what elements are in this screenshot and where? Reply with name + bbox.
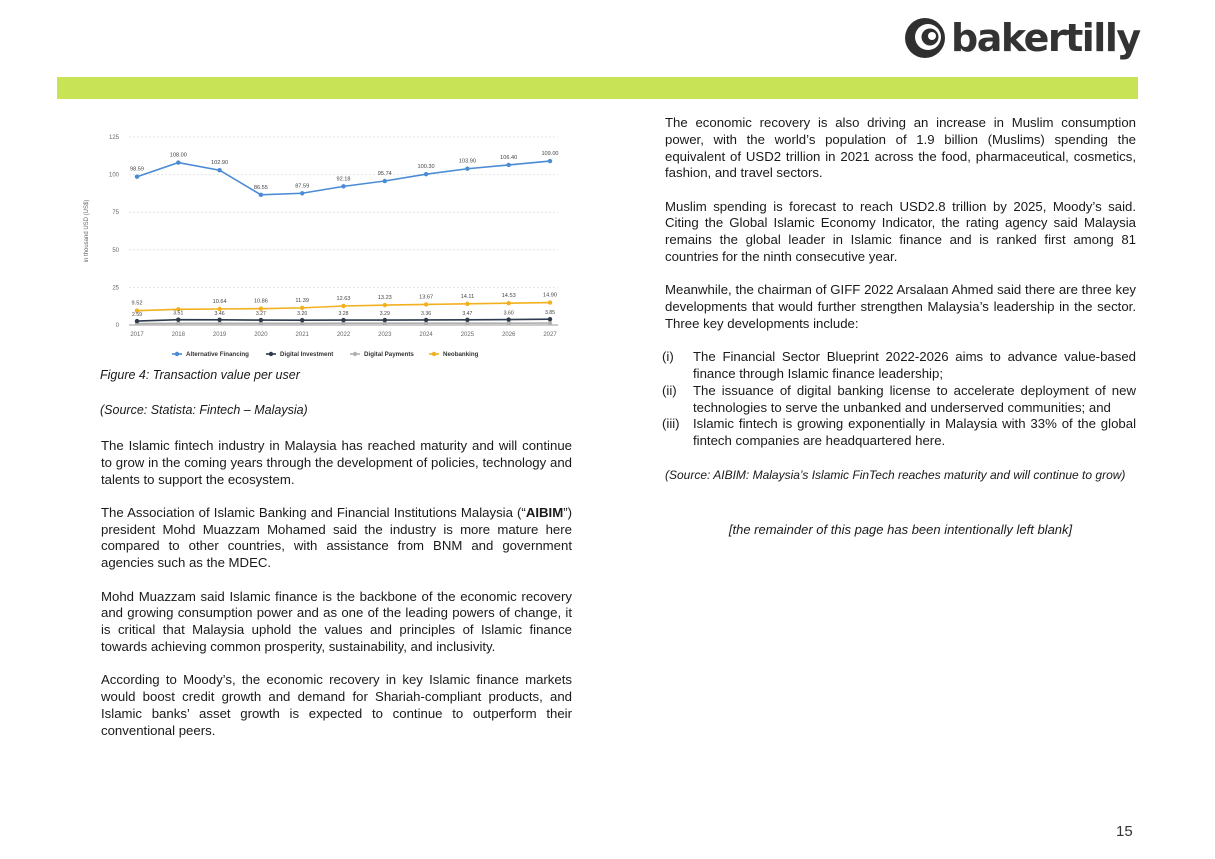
x-tick-label: 2023 (378, 332, 392, 338)
data-point (465, 302, 469, 306)
x-tick-label: 2025 (460, 332, 475, 338)
right-column (662, 115, 1136, 537)
data-point (300, 306, 304, 310)
list-item-number: (i) (662, 349, 674, 365)
data-point (507, 317, 511, 321)
x-tick-label: 2027 (543, 332, 557, 338)
data-label: 10.86 (253, 298, 268, 305)
legend-label: Digital Payments (364, 351, 414, 359)
data-label: 14.90 (543, 292, 557, 299)
x-tick-label: 2018 (171, 332, 185, 338)
data-point (341, 304, 345, 308)
paragraph-muazzam: Mohd Muazzam said Islamic finance is the backbone of the economic recovery and growing consumption power and as one of the leading powers of change, it is critical that Malaysia uphold the values and principles of Islamic finance towards achieving common prosperity, sustainability, and inclusivity. (101, 588, 572, 654)
list-item (662, 349, 1136, 383)
data-point (217, 318, 221, 322)
data-label: 87.59 (295, 183, 310, 190)
data-point (135, 319, 139, 323)
data-point (300, 191, 304, 195)
transaction-value-chart (80, 125, 580, 370)
y-tick-label: 0 (115, 323, 119, 329)
paragraph-moodys: According to Moody’s, the economic recovery in key Islamic finance markets would boost credit growth and demand for Shariah-compliant products, and Islamic banks’ asset growth is expected to continue to outperform their conventional peers. (101, 672, 572, 738)
aibim-acronym: AIBIM (525, 504, 564, 520)
x-tick-label: 2024 (419, 332, 433, 338)
aibim-source: (Source: AIBIM: Malaysia’s Islamic FinTech reaches maturity and will continue to grow) (665, 468, 1126, 483)
bakertilly-swirl-logo-icon (903, 16, 947, 60)
data-label: 86.55 (253, 184, 268, 191)
data-label: 14.11 (460, 293, 475, 300)
data-point (383, 318, 387, 322)
left-column (101, 438, 572, 756)
paragraph-aibim-text-end: ”) president Mohd Muazzam Mohamed said the industry is more mature here compared to other countries, with assistance from BNM and government agencies such as the MDEC. (101, 504, 572, 571)
paragraph-consumption-power: The economic recovery is also driving an increase in Muslim consumption power, with the world’s population of 1.9 billion (Muslims) spending the equivalent of USD2 trillion in 2021 across the food, pharmaceutical, cosmetics, fashion, and travel sectors. (665, 115, 1136, 181)
bakertilly-logo (903, 6, 1139, 70)
list-item-number: (iii) (662, 416, 680, 432)
data-label: 108.00 (169, 152, 187, 159)
data-label: 106.40 (500, 154, 518, 161)
data-point (300, 318, 304, 322)
data-label: 10.64 (212, 298, 227, 305)
x-tick-label: 2026 (502, 332, 516, 338)
x-tick-label: 2020 (254, 332, 268, 338)
data-label: 3.60 (503, 310, 514, 317)
data-point (176, 160, 180, 164)
data-point (341, 184, 345, 188)
data-point (424, 172, 428, 176)
data-label: 14.53 (501, 293, 516, 300)
paragraph-aibim (101, 505, 572, 572)
data-point (341, 318, 345, 322)
data-point (217, 168, 221, 172)
data-label: 92.18 (336, 176, 351, 183)
logo-wordmark: bakertilly (951, 16, 1140, 60)
data-point (507, 301, 511, 305)
data-point (548, 321, 552, 325)
y-tick-label: 100 (108, 172, 119, 179)
list-item-number: (ii) (662, 382, 677, 398)
data-label: 3.28 (338, 311, 349, 318)
list-item (662, 382, 1136, 417)
legend-marker (269, 352, 273, 356)
legend-marker (432, 352, 436, 356)
data-label: 3.20 (297, 311, 308, 318)
data-point (548, 300, 552, 304)
data-label: 3.46 (214, 310, 225, 317)
data-label: 3.47 (462, 310, 473, 317)
chart-svg (80, 125, 580, 370)
data-point (176, 318, 180, 322)
figure-caption: Figure 4: Transaction value per user (100, 368, 300, 382)
data-label: 3.36 (421, 310, 432, 317)
data-label: 13.67 (419, 294, 434, 301)
data-point (548, 159, 552, 163)
data-point (507, 163, 511, 167)
legend-label: Digital Investment (280, 351, 334, 359)
data-point (548, 317, 552, 321)
data-label: 3.27 (255, 311, 266, 318)
intentionally-blank-note: [the remainder of this page has been intentionally left blank] (728, 521, 1073, 537)
data-label: 2.59 (131, 312, 143, 319)
data-point (135, 175, 139, 179)
figure-source: (Source: Statista: Fintech – Malaysia) (100, 403, 308, 417)
page-number: 15 (1116, 823, 1133, 840)
data-label: 3.51 (173, 310, 184, 317)
data-label: 13.23 (377, 295, 392, 302)
list-item-text: Islamic fintech is growing exponentially in Malaysia with 33% of the global fintech companies are headquartered here. (693, 416, 1136, 449)
list-item-text: The Financial Sector Blueprint 2022-2026 aims to advance value-based finance through Islamic finance leadership; (693, 349, 1136, 382)
paragraph-muslim-spending: Muslim spending is forecast to reach USD2.8 trillion by 2025, Moody’s said. Citing the Global Islamic Economy Indicator, the rating agency said Malaysia remains the global leader in Islamic finance and is ranked first among 81 countries for the ninth consecutive year. (665, 198, 1136, 265)
x-tick-label: 2019 (212, 332, 227, 338)
paragraph-islamic-fintech-maturity: The Islamic fintech industry in Malaysia has reached maturity and will continue to grow in the coming years through the development of policies, technology and talents to support the ecosystem. (101, 438, 572, 487)
data-label: 100.30 (417, 164, 435, 171)
header-banner (57, 77, 1138, 99)
list-item (662, 416, 1136, 450)
paragraph-aibim-text-start: The Association of Islamic Banking and Financial Institutions Malaysia (“ (101, 504, 526, 520)
paragraph-giff: Meanwhile, the chairman of GIFF 2022 Arsalaan Ahmed said there are three key developments that would further strengthen Malaysia’s leadership in the sector. Three key developments include: (665, 282, 1136, 331)
data-label: 3.29 (379, 311, 390, 318)
x-tick-label: 2017 (130, 332, 144, 338)
data-point (424, 318, 428, 322)
data-point (465, 167, 469, 171)
data-label: 98.59 (130, 166, 144, 173)
y-tick-label: 125 (108, 135, 119, 141)
key-developments-list (662, 349, 1136, 450)
x-tick-label: 2021 (295, 332, 309, 338)
legend-label: Neobanking (443, 351, 479, 359)
data-label: 11.39 (295, 297, 309, 304)
y-tick-label: 75 (112, 210, 119, 217)
data-point (259, 193, 263, 197)
legend-label: Alternative Financing (186, 351, 249, 359)
data-label: 103.90 (458, 158, 476, 165)
y-tick-label: 25 (112, 285, 119, 292)
data-point (465, 318, 469, 322)
data-label: 9.52 (131, 300, 143, 307)
data-label: 95.74 (377, 171, 392, 178)
legend-marker (175, 352, 179, 356)
data-point (424, 302, 428, 306)
x-tick-label: 2022 (336, 332, 351, 338)
data-point (383, 303, 387, 307)
legend-marker (353, 352, 357, 356)
data-label: 102.90 (211, 160, 229, 167)
y-tick-label: 50 (112, 247, 119, 254)
list-item-text: The issuance of digital banking license to accelerate deployment of new technologies to serve the unbanked and underserved communities; and (693, 382, 1136, 415)
data-point (259, 318, 263, 322)
data-label: 3.85 (544, 310, 556, 317)
y-axis-label: in thousand USD (US$) (84, 199, 90, 263)
data-point (383, 179, 387, 183)
data-label: 109.00 (541, 151, 559, 158)
data-label: 12.63 (336, 296, 351, 303)
